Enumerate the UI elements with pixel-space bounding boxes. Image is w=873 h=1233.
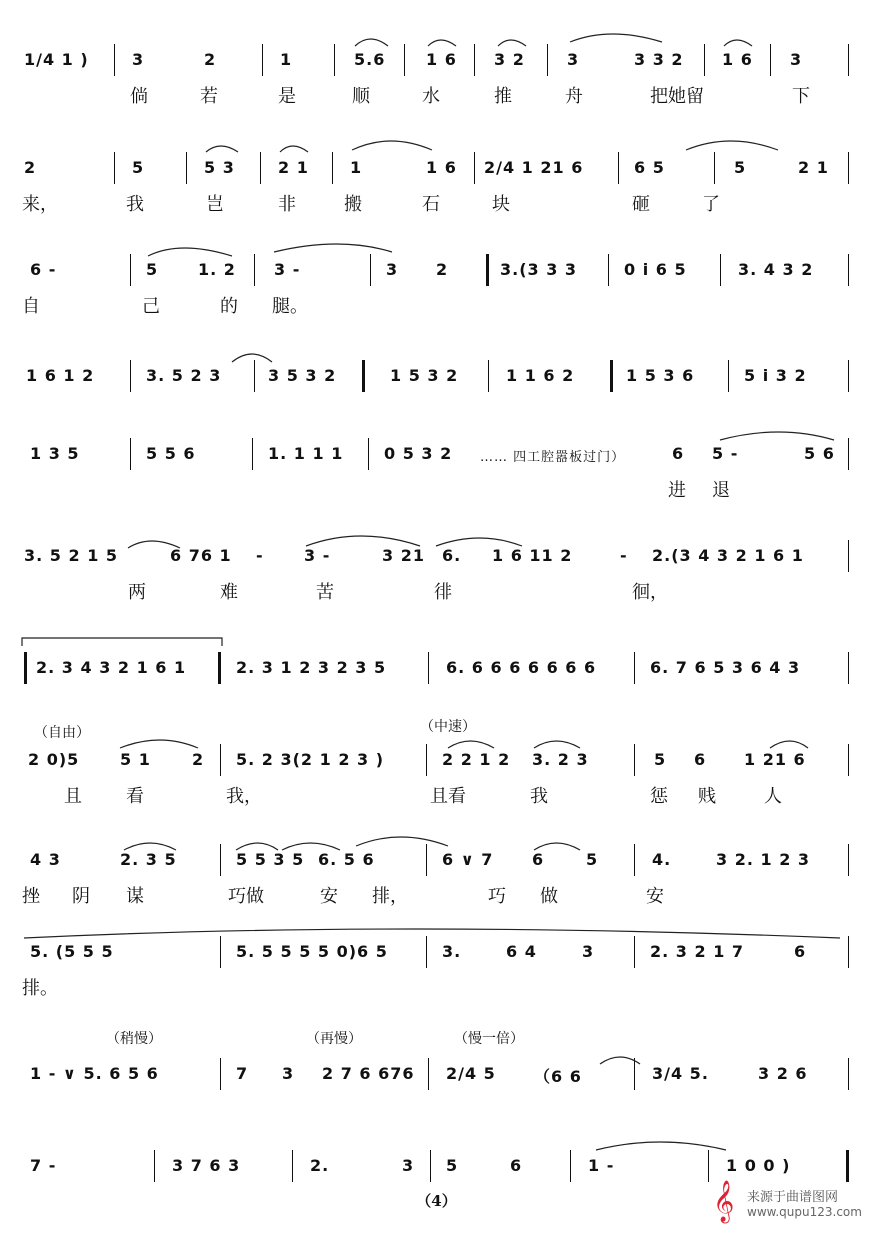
bar-line [634, 936, 635, 968]
tempo-marking: （自由） [34, 725, 90, 741]
bar-line [848, 844, 849, 876]
site-watermark [713, 1179, 863, 1225]
bar-line [130, 360, 131, 392]
notation-segment: 2.(3 4 3 2 1 6 1 [652, 546, 804, 565]
lyric: 砸 [632, 194, 650, 215]
lyric: 己 [142, 296, 160, 317]
notation-segment: 1. 2 [198, 260, 236, 279]
notation-segment: 5 5 3 5 [236, 850, 305, 869]
lyric: 我 [530, 786, 548, 807]
bar-line [714, 152, 715, 184]
lyric: 贱 [698, 786, 716, 807]
lyric: 块 [492, 194, 510, 215]
staff-line-4 [22, 356, 852, 396]
notation-segment: 5. 2 3(2 1 2 3 ) [236, 750, 385, 769]
lyric: 退 [712, 480, 730, 501]
notation-segment: 1 21 6 [744, 750, 806, 769]
notation-row [22, 740, 852, 780]
notation-row [22, 40, 852, 80]
notation-segment: 3 [402, 1156, 415, 1175]
notation-segment: 3 [132, 50, 145, 69]
lyric: 挫 [22, 886, 40, 907]
lyric: 排。 [22, 978, 58, 999]
bar-line [430, 1150, 431, 1182]
staff-line-5 [22, 434, 852, 508]
lyrics-row [22, 290, 852, 324]
bar-line [848, 152, 849, 184]
bar-line [292, 1150, 293, 1182]
notation-row [22, 1054, 852, 1094]
notation-segment: 6 [532, 850, 545, 869]
final-bar-line [846, 1150, 849, 1182]
tempo-marking: （中速） [420, 719, 476, 735]
notation-segment: 2 [204, 50, 217, 69]
notation-segment: 0 i 6 5 [624, 260, 687, 279]
staff-line-2 [22, 148, 852, 222]
notation-segment: - [620, 546, 628, 565]
watermark-url: www.qupu123.com [747, 1204, 862, 1219]
bar-line [220, 744, 221, 776]
notation-segment: 5 i 3 2 [744, 366, 807, 385]
notation-segment: 3.(3 3 3 [500, 260, 578, 279]
lyric: 阴 [72, 886, 90, 907]
repeat-bracket [22, 638, 222, 646]
treble-clef-icon: 𝄞 [713, 1181, 735, 1222]
notation-segment: 0 5 3 2 [384, 444, 453, 463]
notation-segment: 5 [146, 260, 159, 279]
notation-segment: 5 [654, 750, 667, 769]
notation-segment: 1/4 1 ) [24, 50, 89, 69]
bar-line [428, 1058, 429, 1090]
lyric: 安 [320, 886, 338, 907]
bar-line [634, 844, 635, 876]
staff-line-8 [22, 740, 852, 814]
notation-segment: 5 [132, 158, 145, 177]
bar-line [848, 540, 849, 572]
lyric: 搬 [344, 194, 362, 215]
bar-line [220, 1058, 221, 1090]
notation-segment: 6 76 1 [170, 546, 232, 565]
lyric: 的 [220, 296, 238, 317]
lyric: 倘 [130, 86, 148, 107]
notation-segment: 3 [790, 50, 803, 69]
notation-row [22, 932, 852, 972]
lyrics-row [22, 188, 852, 222]
bar-line [254, 254, 255, 286]
tempo-marking: （慢一倍） [454, 1031, 524, 1047]
lyric: 徊， [632, 582, 668, 603]
repeat-end-bar [218, 652, 221, 684]
bar-line [486, 254, 489, 286]
notation-segment: 2 2 1 2 [442, 750, 511, 769]
lyric: 水 [422, 86, 440, 107]
lyrics-row [22, 576, 852, 610]
notation-segment: 2. 3 4 3 2 1 6 1 [36, 658, 187, 677]
lyric: 看 [126, 786, 144, 807]
bar-line [220, 936, 221, 968]
staff-line-10 [22, 932, 852, 1006]
notation-segment: 6 - [30, 260, 57, 279]
lyric: 顺 [352, 86, 370, 107]
bar-line [130, 438, 131, 470]
notation-segment: 1. 1 1 1 [268, 444, 344, 463]
lyric: 岂 [206, 194, 224, 215]
fermata-rest: - [256, 546, 264, 565]
bar-line [426, 936, 427, 968]
lyric: 惩 [650, 786, 668, 807]
lyric: 下 [792, 86, 810, 107]
lyric: 巧做 [228, 886, 264, 907]
notation-segment: 1 [350, 158, 363, 177]
notation-segment: 5 6 [804, 444, 835, 463]
bar-line [426, 744, 427, 776]
bar-line [130, 254, 131, 286]
notation-segment: 6. 7 6 5 3 6 4 3 [650, 658, 801, 677]
bar-line [634, 1058, 635, 1090]
notation-segment: 3 [582, 942, 595, 961]
bar-line [252, 438, 253, 470]
notation-segment: 2 1 [278, 158, 309, 177]
bar-line [770, 44, 771, 76]
bar-line [488, 360, 489, 392]
notation-segment: 3 - [304, 546, 331, 565]
lyric: 且看 [430, 786, 466, 807]
notation-segment: 6. [442, 546, 462, 565]
notation-segment: 5. 5 5 5 5 0)6 5 [236, 942, 388, 961]
notation-segment: （6 6 [534, 1067, 582, 1086]
notation-segment: 3 21 [382, 546, 425, 565]
lyric: 两 [128, 582, 146, 603]
notation-segment: 1 - [588, 1156, 615, 1175]
lyric: 进 [668, 480, 686, 501]
staff-line-11 [22, 1054, 852, 1094]
notation-segment: 6 [694, 750, 707, 769]
staff-line-6 [22, 536, 852, 610]
notation-segment: 1 5 3 6 [626, 366, 695, 385]
notation-segment: 3 [386, 260, 399, 279]
lyric: 且 [64, 786, 82, 807]
bar-line [634, 744, 635, 776]
bar-line [848, 1058, 849, 1090]
notation-segment: 3. 5 2 3 [146, 366, 222, 385]
staff-line-9 [22, 840, 852, 914]
notation-segment: 6. 6 6 6 6 6 6 6 [446, 658, 597, 677]
notation-segment: 6 [672, 444, 685, 463]
notation-segment: 3 2 6 [758, 1064, 808, 1083]
lyrics-row [22, 880, 852, 914]
staff-line-7 [22, 648, 852, 688]
lyrics-row [22, 474, 852, 508]
notation-segment: 1 6 [426, 50, 457, 69]
bar-line [426, 844, 427, 876]
lyric: 把她留 [650, 86, 704, 107]
watermark-site-name: 来源于曲谱图网 [747, 1189, 839, 1205]
notation-segment: 2 [436, 260, 449, 279]
notation-segment: 2 0)5 [28, 750, 80, 769]
bar-line [570, 1150, 571, 1182]
notation-segment: 2. 3 5 [120, 850, 177, 869]
bar-line [332, 152, 333, 184]
lyric: 我， [226, 786, 262, 807]
notation-segment: 1 - ∨ 5. 6 5 6 [30, 1064, 159, 1083]
bar-line [404, 44, 405, 76]
repeat-start-bar [24, 652, 27, 684]
notation-segment: 5 [586, 850, 599, 869]
bar-line [186, 152, 187, 184]
bar-line [618, 152, 619, 184]
bar-line [848, 254, 849, 286]
notation-segment: 6 5 [634, 158, 665, 177]
notation-segment: 3. 2 3 [532, 750, 589, 769]
notation-row [22, 356, 852, 396]
notation-segment: 6 4 [506, 942, 537, 961]
bar-line [704, 44, 705, 76]
bar-line [370, 254, 371, 286]
bar-line [720, 254, 721, 286]
bar-line [610, 360, 613, 392]
bar-line [848, 360, 849, 392]
notation-segment: 3 [282, 1064, 295, 1083]
notation-segment: 1 [280, 50, 293, 69]
bar-line [848, 44, 849, 76]
bar-line [220, 844, 221, 876]
notation-segment: 2. [310, 1156, 330, 1175]
notation-row [22, 434, 852, 474]
lyrics-row [22, 80, 852, 114]
notation-row [22, 648, 852, 688]
bar-line [254, 360, 255, 392]
notation-segment: 1 5 3 2 [390, 366, 459, 385]
notation-segment: 1 1 6 2 [506, 366, 575, 385]
lyrics-row [22, 972, 852, 1006]
bar-line [262, 44, 263, 76]
notation-segment: 3 2. 1 2 3 [716, 850, 811, 869]
notation-segment: 5 1 [120, 750, 151, 769]
ban-guomen-note: …… 四工腔嚣板过门） [480, 450, 626, 465]
notation-row [22, 536, 852, 576]
lyric: 自 [22, 296, 40, 317]
lyric: 人 [764, 786, 782, 807]
staff-line-3 [22, 250, 852, 324]
lyric: 安 [646, 886, 664, 907]
lyric: 谋 [126, 886, 144, 907]
lyric: 推 [494, 86, 512, 107]
bar-line [368, 438, 369, 470]
bar-line [848, 652, 849, 684]
lyrics-row [22, 780, 852, 814]
bar-line [848, 438, 849, 470]
notation-segment: 3 - [274, 260, 301, 279]
bar-line [634, 652, 635, 684]
bar-line [260, 152, 261, 184]
lyric: 腿。 [272, 296, 308, 317]
page-number: （4） [416, 1192, 457, 1210]
bar-line [114, 44, 115, 76]
bar-line [474, 152, 475, 184]
bar-line [154, 1150, 155, 1182]
notation-row [22, 250, 852, 290]
bar-line [728, 360, 729, 392]
notation-segment: 6. 5 6 [318, 850, 375, 869]
bar-line [608, 254, 609, 286]
tempo-marking: （再慢） [306, 1031, 362, 1047]
notation-segment: 4. [652, 850, 672, 869]
notation-segment: 1 6 1 2 [26, 366, 95, 385]
bar-line [334, 44, 335, 76]
notation-segment: 1 6 [722, 50, 753, 69]
notation-segment: 5. (5 5 5 [30, 942, 114, 961]
lyric: 舟 [565, 86, 583, 107]
lyric: 石 [422, 194, 440, 215]
bar-line [547, 44, 548, 76]
notation-segment: 1 0 0 ) [726, 1156, 791, 1175]
notation-segment: 3. 4 3 2 [738, 260, 814, 279]
bar-line [848, 744, 849, 776]
tempo-marking: （稍慢） [106, 1031, 162, 1047]
lyric: 非 [278, 194, 296, 215]
notation-segment: 2/4 5 [446, 1064, 496, 1083]
notation-segment: 3. 5 2 1 5 [24, 546, 119, 565]
notation-segment: 6 [510, 1156, 523, 1175]
notation-segment: 1 3 5 [30, 444, 80, 463]
notation-row [22, 840, 852, 880]
bar-line [474, 44, 475, 76]
lyric: 是 [278, 86, 296, 107]
lyric: 来， [22, 194, 58, 215]
notation-segment: 2 [24, 158, 37, 177]
notation-segment: 2/4 1 21 6 [484, 158, 584, 177]
notation-segment: 2 [192, 750, 205, 769]
notation-segment: 3/4 5. [652, 1064, 709, 1083]
lyric: 巧 [488, 886, 506, 907]
lyric: 苦 [316, 582, 334, 603]
notation-segment: 5 5 6 [146, 444, 196, 463]
notation-segment: 2 1 [798, 158, 829, 177]
bar-line [848, 936, 849, 968]
notation-segment: 3. [442, 942, 462, 961]
bar-line [114, 152, 115, 184]
watermark-text [747, 1186, 862, 1219]
notation-segment: 5 - [712, 444, 739, 463]
lyric: 难 [220, 582, 238, 603]
notation-segment: 2 7 6 676 [322, 1064, 415, 1083]
notation-segment: 1 6 11 2 [492, 546, 573, 565]
lyric: 我 [126, 194, 144, 215]
notation-segment: 3 2 [494, 50, 525, 69]
notation-segment: 3 5 3 2 [268, 366, 337, 385]
notation-segment: 5 [734, 158, 747, 177]
notation-segment: 5 3 [204, 158, 235, 177]
notation-segment: 7 - [30, 1156, 57, 1175]
lyric: 了 [702, 194, 720, 215]
notation-row [22, 148, 852, 188]
notation-segment: 7 [236, 1064, 249, 1083]
notation-segment: 3 [567, 50, 580, 69]
notation-segment: 6 ∨ 7 [442, 850, 494, 869]
bar-line [362, 360, 365, 392]
notation-segment: 6 [794, 942, 807, 961]
lyric: 若 [200, 86, 218, 107]
notation-segment: 5 [446, 1156, 459, 1175]
notation-segment: 4 3 [30, 850, 61, 869]
lyric: 排， [372, 886, 408, 907]
bar-line [428, 652, 429, 684]
notation-segment: 2. 3 1 2 3 2 3 5 [236, 658, 387, 677]
notation-segment: 5.6 [354, 50, 386, 69]
notation-segment: 3 7 6 3 [172, 1156, 241, 1175]
notation-segment: 3 3 2 [634, 50, 684, 69]
staff-line-1 [22, 40, 852, 114]
lyric: 徘 [434, 582, 452, 603]
notation-segment: 1 6 [426, 158, 457, 177]
lyric: 做 [540, 886, 558, 907]
bar-line [708, 1150, 709, 1182]
notation-segment: 2. 3 2 1 7 [650, 942, 745, 961]
